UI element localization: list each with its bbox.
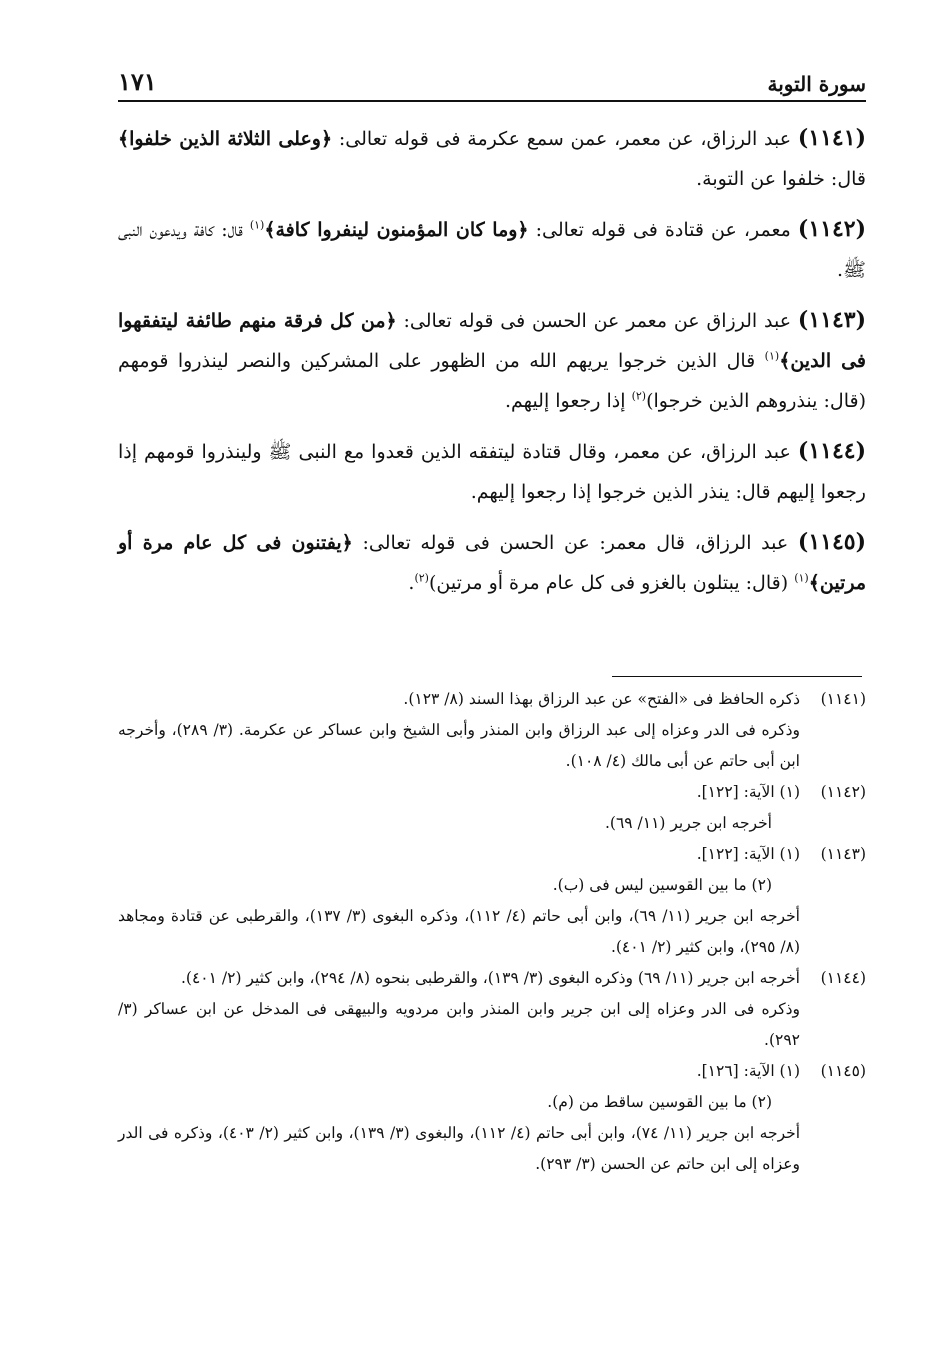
entry-text: معمر، عن قتادة فى قوله تعالى: — [535, 219, 791, 241]
header-divider — [118, 100, 866, 102]
footnote-line: (١) الآية: [١٢٢]. — [696, 783, 800, 801]
footnote-line: أخرجه ابن جرير (١١/ ٦٩) وذكره البغوى (٣/ ١٣٩)، والقرطبى بنحوه (٨/ ٢٩٤)، وابن كثير (٢/ ٤٠١). — [180, 969, 800, 987]
footnote-text — [118, 777, 800, 839]
entry-number: (١١٤٣) — [797, 307, 867, 333]
entry-1142 — [118, 209, 866, 290]
footnote-block — [118, 684, 866, 777]
footnote-text — [118, 963, 800, 1056]
footnote-marker: (١) — [794, 571, 809, 585]
footnote-line: وذكره فى الدر وعزاه إلى ابن جرير وابن المنذر وابن مردويه والبيهقى فى المدخل عن ابن عساكر (٣/ ٢٩٢). — [118, 1000, 800, 1049]
entry-1145 — [118, 522, 866, 603]
entry-text: (قال: يبتلون بالغزو فى كل عام مرة أو مرتين) — [428, 572, 789, 594]
footnote-block — [118, 1056, 866, 1180]
entry-number: (١١٤٢) — [797, 216, 867, 242]
entry-1143 — [118, 300, 866, 421]
footnote-marker: (٢) — [631, 389, 647, 403]
quran-verse: ﴿وعلى الثلاثة الذين خلفوا﴾ — [118, 128, 333, 150]
footnote-number: (١١٤٥) — [820, 1062, 866, 1080]
footnote-line: (١) الآية: [١٢٢]. — [696, 845, 800, 863]
footnote-line: وذكره فى الدر وعزاه إلى عبد الرزاق وابن المنذر وأبى الشيخ وابن عساكر عن عكرمة. (٣/ ٢٨٩)، وأخرجه ابن أبى حاتم عن أبى مالك (٤/ ١٠٨). — [118, 721, 800, 770]
footnote-divider — [612, 676, 862, 677]
entry-text: . — [408, 572, 415, 594]
quran-verse: ﴿وما كان المؤمنون لينفروا كافة﴾ — [264, 219, 529, 241]
entry-1141 — [118, 118, 866, 199]
page-number: ١٧١ — [118, 67, 157, 96]
footnote-block — [118, 839, 866, 963]
entry-text: قال: خلفوا عن التوبة. — [696, 168, 866, 190]
footnote-line: أخرجه ابن جرير (١١/ ٦٩)، وابن أبى حاتم (٤/ ١١٢)، وذكره البغوى (٣/ ١٣٧)، والقرطبى عن قتادة ومجاهد (٨/ ٢٩٥)، وابن كثير (٢/ ٤٠١). — [118, 907, 800, 956]
footnote-block — [118, 777, 866, 839]
footnote-text — [118, 1056, 800, 1180]
footnote-line: (٢) ما بين القوسين ساقط من (م). — [547, 1093, 772, 1111]
footnote-line: ذكره الحافظ فى «الفتح» عن عبد الرزاق بهذا السند (٨/ ١٢٣). — [403, 690, 800, 708]
footnote-line: (٢) ما بين القوسين ليس فى (ب). — [552, 876, 772, 894]
surah-title: سورة التوبة — [767, 72, 866, 96]
entry-text: عبد الرزاق، عن معمر، وقال قتادة ليتفقه الذين قعدوا مع النبى ﷺ ولينذروا قومهم إذا رجعوا إليهم قال: ينذر الذين خرجوا إذا رجعوا إليهم. — [118, 441, 866, 503]
footnote-number: (١١٤٤) — [820, 969, 866, 987]
entry-text: عبد الرزاق، عن معمر، عمن سمع عكرمة فى قوله تعالى: — [338, 128, 792, 150]
footnote-line: أخرجه ابن جرير (١١/ ٧٤)، وابن أبى حاتم (٤/ ١١٢)، والبغوى (٣/ ١٣٩)، وابن كثير (٢/ ٤٠٣)، وذكره فى الدر وعزاه إلى ابن حاتم عن الحسن (٣/ ٢٩٣). — [118, 1124, 801, 1173]
footnote-number: (١١٤٢) — [820, 783, 866, 801]
footnote-number: (١١٤١) — [820, 690, 866, 708]
footnote-number: (١١٤٣) — [820, 845, 866, 863]
footnote-marker: (٢) — [414, 571, 429, 585]
footnote-block — [118, 963, 866, 1056]
page-header — [118, 62, 866, 96]
entry-text: عبد الرزاق عن معمر عن الحسن فى قوله تعالى: — [403, 310, 792, 332]
footnote-marker: (١) — [249, 218, 265, 232]
footnote-marker: (١) — [764, 349, 780, 363]
footnotes-section — [118, 684, 866, 1180]
entry-number: (١١٤٥) — [797, 529, 866, 555]
entry-number: (١١٤١) — [797, 125, 866, 151]
footnote-line: أخرجه ابن جرير (١١/ ٦٩). — [604, 814, 772, 832]
entry-text: قال الذين خرجوا يريهم الله من الظهور على المشركين والنصر لينذروا قومهم (قال: ينذروهم الذين خرجوا) — [118, 350, 866, 412]
entry-text: عبد الرزاق، قال معمر: عن الحسن فى قوله تعالى: — [362, 532, 789, 554]
footnote-line: (١) الآية: [١٢٦]. — [696, 1062, 800, 1080]
entry-text: قال: كافة ويدعون النبى ﷺ. — [118, 219, 866, 281]
footnote-text — [118, 684, 800, 777]
main-text — [118, 118, 866, 613]
footnote-text — [118, 839, 800, 963]
entry-text: إذا رجعوا إليهم. — [505, 390, 626, 412]
entry-1144 — [118, 431, 866, 512]
entry-number: (١١٤٤) — [797, 438, 866, 464]
quran-verse: ﴿من كل فرقة منهم طائفة ليتفقهوا فى الدين﴾ — [118, 310, 866, 372]
quran-verse: ﴿يفتنون فى كل عام مرة أو مرتين﴾ — [118, 532, 866, 594]
